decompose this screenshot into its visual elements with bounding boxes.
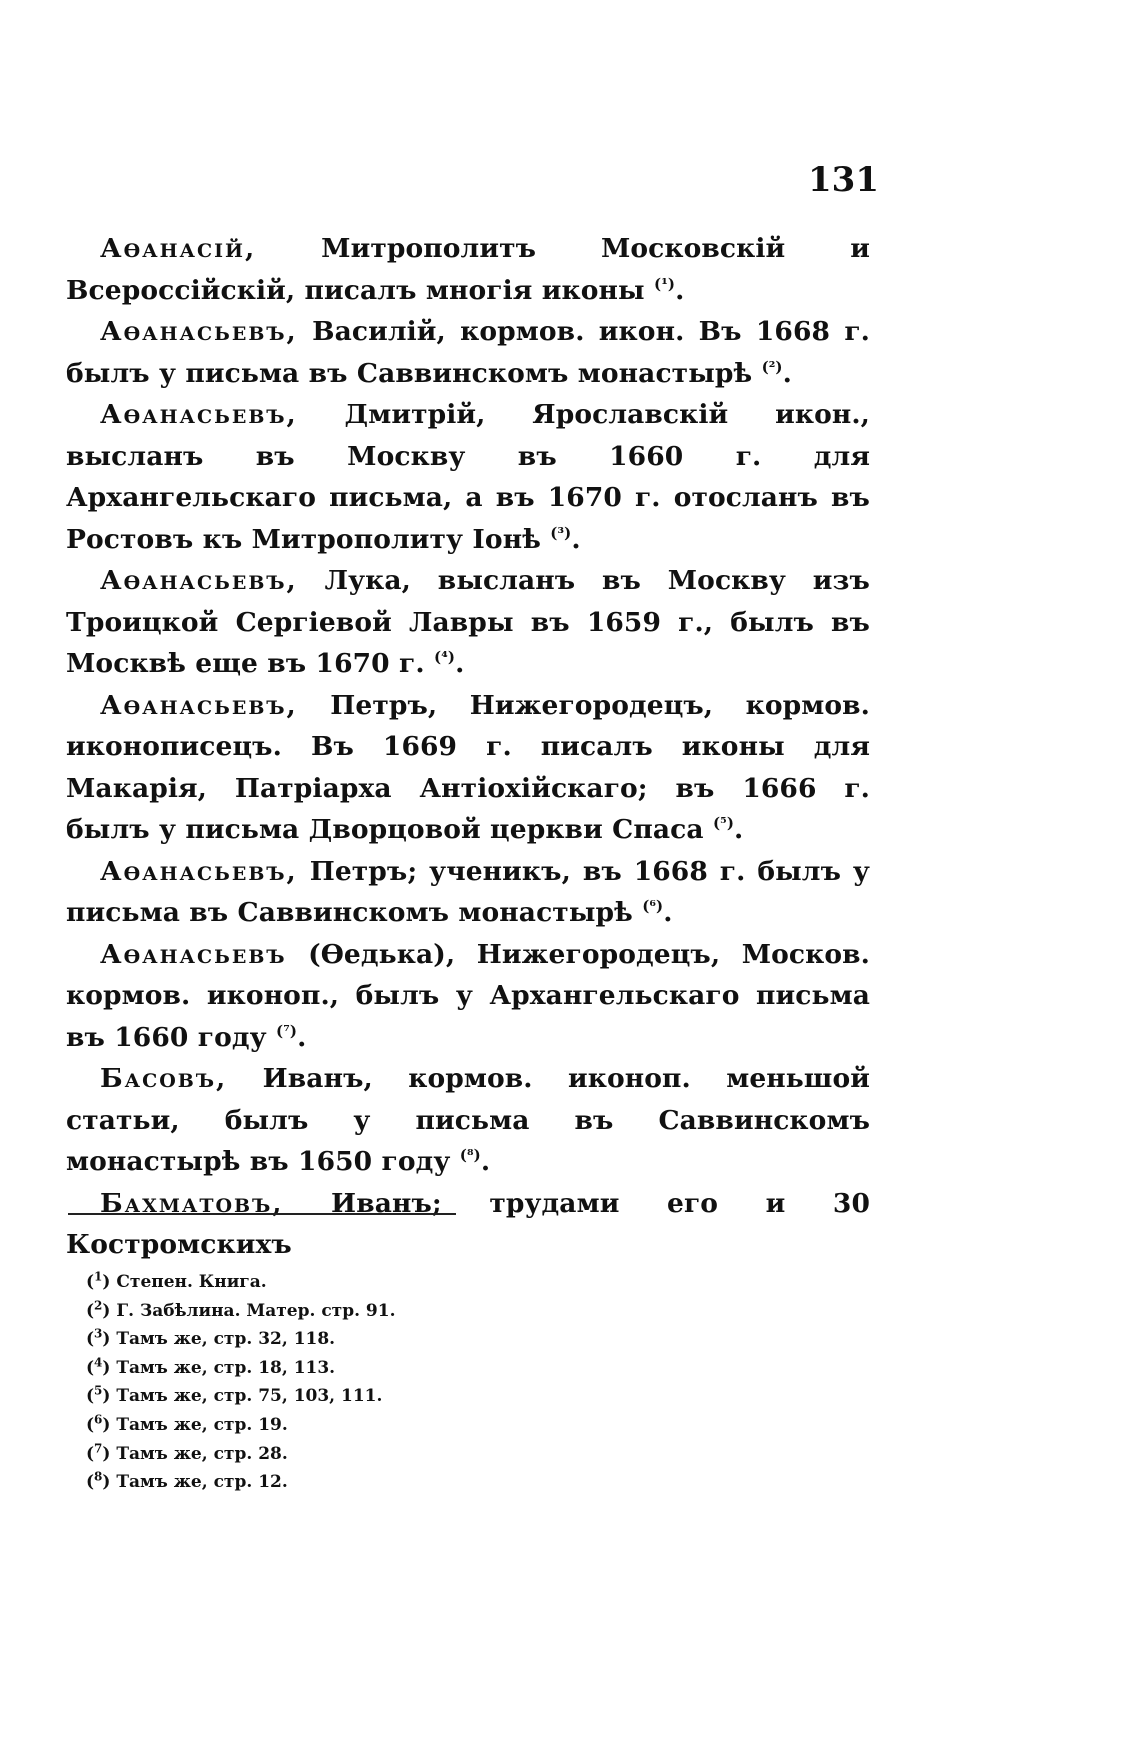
footnote-mark: 4 [94, 1355, 103, 1370]
entry-surname: Бахматовъ, [100, 1187, 284, 1219]
footnote-reference: (⁴) [434, 648, 456, 667]
entry [66, 934, 870, 1059]
footnote-reference: (⁷) [276, 1021, 298, 1040]
entry-surname: Аѳанасьевъ, [100, 316, 298, 347]
footnote-text: Тамъ же, стр. 28. [116, 1443, 288, 1464]
entry [66, 394, 870, 560]
page-number: 131 [808, 160, 879, 200]
entry-surname: Басовъ, [100, 1063, 228, 1094]
footnote-mark: 2 [94, 1297, 103, 1312]
entry-tail: . [571, 523, 581, 555]
footnote: ($^5$) Тамъ же, стр. 75, 103, 111. [86, 1383, 383, 1407]
entry [66, 560, 870, 685]
footnote: ($^6$) Тамъ же, стр. 19. [86, 1412, 288, 1435]
entry-text: Дмитрій, Ярославскій икон., высланъ въ Москву въ 1660 г. для Архангельскаго письма, а въ 1670 г. отосланъ въ Ростовъ къ Митрополиту Іонѣ [66, 399, 870, 555]
entry [66, 685, 870, 851]
entry-text: Иванъ; трудами его и 30 Костромскихъ [66, 1187, 870, 1260]
footnote: ($^1$) Степен. Книга. [86, 1269, 267, 1292]
entry [66, 311, 870, 394]
entry-surname: Аѳанасьевъ, [100, 689, 298, 721]
entry-tail: . [455, 648, 465, 679]
footnote-reference: (⁵) [712, 814, 735, 833]
entry [66, 1183, 870, 1266]
entry-text: (Ѳедька), Нижегородецъ, Москов. кормов. иконоп., былъ у Архангельскаго письма въ 1660 году [66, 938, 870, 1053]
entry-surname: Аѳанасьевъ, [100, 855, 298, 887]
entry [66, 851, 870, 934]
footnote-mark: 1 [94, 1269, 103, 1284]
footnotes-list [86, 1268, 686, 1497]
footnote-text: Тамъ же, стр. 18, 113. [116, 1357, 336, 1378]
entry-tail: . [480, 1146, 491, 1177]
entry-surname: Аѳанасьевъ, [100, 399, 298, 430]
footnote-divider [68, 1213, 456, 1215]
entry-tail: . [782, 357, 792, 389]
footnote-text: Г. Забѣлина. Матер. стр. 91. [116, 1300, 396, 1321]
entry-tail: . [663, 897, 673, 928]
footnote-mark: 6 [94, 1412, 103, 1427]
footnote: ($^8$) Тамъ же, стр. 12. [86, 1469, 288, 1493]
entry-text: Лука, высланъ въ Москву изъ Троицкой Сергіевой Лавры въ 1659 г., былъ въ Москвѣ еще въ 1670 г. [66, 565, 870, 679]
entry-tail: . [675, 274, 685, 306]
entry-text: Иванъ, кормов. иконоп. меньшой статьи, былъ у письма въ Саввинскомъ монастырѣ въ 1650 году [66, 1063, 870, 1177]
footnote-mark: 7 [94, 1440, 103, 1455]
entry-surname: Аѳанасьевъ [100, 938, 287, 970]
footnote-reference: (³) [550, 523, 572, 542]
entry-text: Василій, кормов. икон. Въ 1668 г. былъ у письма въ Саввинскомъ монастырѣ [66, 316, 870, 389]
footnote-text: Тамъ же, стр. 12. [116, 1472, 288, 1493]
footnote-reference: (²) [761, 357, 783, 376]
footnote: ($^7$) Тамъ же, стр. 28. [86, 1440, 288, 1464]
footnote-mark: 3 [94, 1326, 103, 1341]
entry [66, 228, 870, 311]
main-text [66, 228, 870, 1266]
entry-text: Петръ, Нижегородецъ, кормов. иконописецъ. Въ 1669 г. писалъ иконы для Макарія, Патріарха Антіохійскаго; въ 1666 г. былъ у письма Дворцовой церкви Спаса [66, 689, 870, 845]
footnote: ($^4$) Тамъ же, стр. 18, 113. [86, 1355, 336, 1378]
entry-text: Митрополитъ Московскій и Всероссійскій, писалъ многія иконы [66, 233, 870, 306]
footnote-text: Тамъ же, стр. 75, 103, 111. [116, 1386, 383, 1407]
entry-surname: Аѳанасій, [100, 233, 257, 264]
footnote-reference: (¹) [654, 274, 676, 293]
footnote-text: Тамъ же, стр. 19. [116, 1414, 288, 1435]
entry-text: Петръ; ученикъ, въ 1668 г. былъ у письма въ Саввинскомъ монастырѣ [66, 855, 870, 928]
footnote: ($^2$) Г. Забѣлина. Матер. стр. 91. [86, 1297, 396, 1321]
entry [66, 1058, 870, 1183]
footnote-reference: (⁸) [459, 1146, 481, 1165]
footnote-text: Степен. Книга. [116, 1272, 267, 1292]
entry-tail: . [297, 1021, 307, 1053]
entry-tail: . [734, 814, 744, 845]
footnote-mark: 8 [94, 1469, 103, 1484]
footnote: ($^3$) Тамъ же, стр. 32, 118. [86, 1326, 336, 1350]
footnote-reference: (⁶) [642, 897, 664, 916]
footnote-text: Тамъ же, стр. 32, 118. [116, 1329, 336, 1350]
footnote-mark: 5 [94, 1383, 103, 1398]
entry-surname: Аѳанасьевъ, [100, 565, 298, 596]
